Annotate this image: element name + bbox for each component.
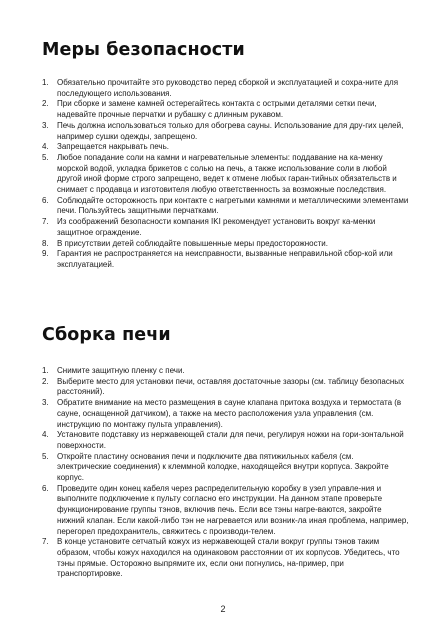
item-text: Установите подставку из нержавеющей стали для печи, регулируя ножки на гори-зонтальной поверхности.: [57, 430, 404, 450]
item-text: Соблюдайте осторожность при контакте с нагретыми камнями и металлическими элементами печи. Пользуйтесь защитными перчатками.: [57, 195, 409, 216]
item-number: 4.: [42, 142, 49, 152]
list-item: [42, 121, 410, 142]
item-text: Откройте пластину основания печи и подключите два пятижильных кабеля (см. электрические соединения) к клеммной колодке, находящейся внутри корпуса. Закройте корпус.: [57, 451, 389, 483]
item-number: 3.: [42, 398, 49, 408]
item-number: 7.: [42, 217, 49, 227]
list-item: [42, 537, 410, 580]
item-text: Запрещается накрывать печь.: [57, 142, 169, 152]
item-number: 5.: [42, 451, 49, 461]
list-item: [42, 99, 410, 120]
list-item: [42, 452, 410, 484]
item-text: При сборке и замене камней остерегайтесь контакта с острыми деталями сетки печи, надевайте прочные перчатки и рубашку с длинным рукавом.: [57, 99, 377, 120]
item-text: В конце установите сетчатый кожух из нержавеющей стали вокруг группы тэнов таким образом, чтобы кожух находился на одинаковом расстоянии от их корпусов. Убедитесь, что тэны прямые. Осторожно выпрямите их, если они погнулись, на-пример, при транспортировке.: [57, 537, 400, 579]
item-number: 2.: [42, 99, 49, 109]
list-item: [42, 239, 410, 250]
item-number: 6.: [42, 195, 49, 205]
item-text: В присутствии детей соблюдайте повышенные меры предосторожности.: [57, 238, 328, 248]
list-item: [42, 78, 410, 99]
item-number: 8.: [42, 238, 49, 248]
item-number: 1.: [42, 78, 49, 87]
list-item: [42, 398, 410, 430]
item-text: Печь должна использоваться только для обогрева сауны. Использование для дру-гих целей, например сушки одежды, запрещено.: [57, 120, 404, 141]
list-item: [42, 366, 410, 377]
safety-section-title: Меры безопасности: [42, 40, 245, 60]
item-number: 1.: [42, 366, 49, 375]
item-number: 9.: [42, 249, 49, 259]
item-text: Гарантия не распространяется на неисправности, вызванные неправильной сбор-кой или эксплуатацией.: [57, 249, 393, 269]
item-number: 2.: [42, 376, 49, 386]
list-item: [42, 142, 410, 153]
list-item: [42, 249, 410, 270]
item-number: 4.: [42, 430, 49, 440]
item-text: Обратите внимание на место размещения в сауне клапана притока воздуха и термостата (в сауне, оснащенной датчиком), а также на место расположения узла управления (см. инструкцию по монтажу пульта управления).: [57, 398, 402, 429]
list-item: [42, 217, 410, 238]
item-text: Из соображений безопасности компания IKI рекомендует установить вокруг ка-менки защитное ограждение.: [57, 217, 376, 237]
item-text: Снимите защитную пленку с печи.: [57, 366, 185, 375]
list-item: [42, 377, 410, 398]
assembly-section-title: Сборка печи: [42, 325, 171, 345]
item-text: Проведите один конец кабеля через распределительную коробку в узел управле-ния и выполните подключение к пульту согласно его инструкции. На данном этапе проверьте функционирование группы тэнов, включив печь. Если все тэны нагре-ваются, закройте нижний клапан. Если какой-либо тэн не нагревается или возник-ла иная проблема, например, перегорел предохранитель, свяжитесь с производи-телем.: [57, 483, 409, 536]
list-item: [42, 153, 410, 196]
page-number: 2: [220, 604, 226, 614]
item-text: Любое попадание соли на камни и нагревательные элементы: поддавание на ка-менку морской водой, укладка брикетов с солью на печь, а также использование соли в любой другой иной форме строго запрещено, ведет к отмене любых гаран-тийных обязательств и снимает с продавца и изготовителя любую ответственность за возможные последствия.: [57, 152, 397, 195]
safety-list: [42, 78, 410, 271]
item-number: 3.: [42, 120, 49, 130]
list-item: [42, 484, 410, 538]
item-number: 5.: [42, 152, 49, 162]
item-number: 7.: [42, 537, 49, 547]
item-text: Выберите место для установки печи, оставляя достаточные зазоры (см. таблицу безопасных расстояний).: [57, 376, 405, 397]
list-item: [42, 196, 410, 217]
list-item: [42, 430, 410, 451]
item-text: Обязательно прочитайте это руководство перед сборкой и эксплуатацией и сохра-ните для последующего использования.: [57, 78, 399, 98]
item-number: 6.: [42, 483, 49, 493]
assembly-list: [42, 366, 410, 580]
